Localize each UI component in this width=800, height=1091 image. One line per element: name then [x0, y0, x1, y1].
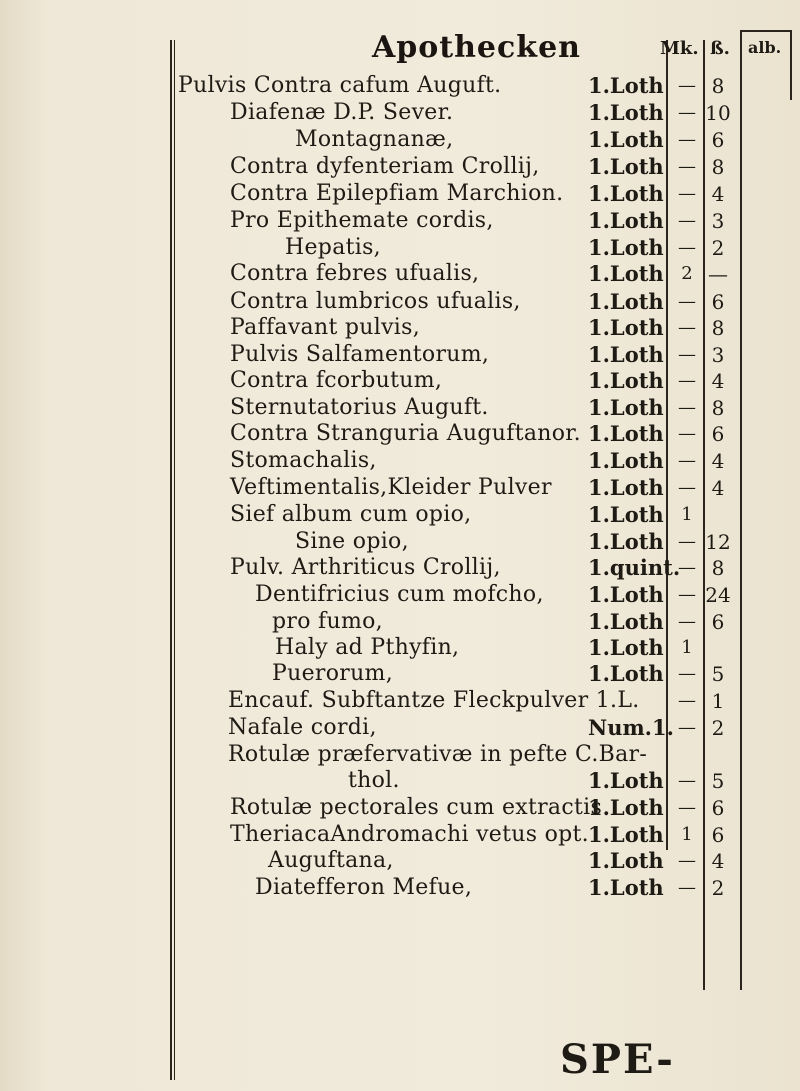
list-item — [0, 475, 800, 502]
list-item — [0, 315, 800, 342]
entry-schilling: 8 — [711, 396, 725, 420]
entry-marks: — — [678, 397, 696, 418]
entry-quantity: 1.Loth — [588, 368, 664, 393]
entry-name: Pulv. Arthriticus Crollij, — [230, 555, 501, 580]
list-item — [0, 342, 800, 369]
entry-schilling: 4 — [711, 182, 725, 206]
list-item — [0, 181, 800, 208]
entry-quantity: 1.Loth — [588, 795, 664, 820]
list-item — [0, 795, 800, 822]
entry-quantity: 1.Loth — [588, 529, 664, 554]
entry-quantity: 1.Loth — [588, 635, 664, 660]
entry-marks: — — [678, 210, 696, 231]
entry-quantity: Num.1. — [588, 715, 674, 740]
entry-schilling: 8 — [711, 316, 725, 340]
entry-marks: — — [678, 102, 696, 123]
entry-marks: — — [678, 531, 696, 552]
entry-quantity: 1.Loth — [588, 342, 664, 367]
entry-schilling: 6 — [711, 823, 725, 847]
entry-name: Contra febres ufualis, — [230, 261, 480, 286]
entry-name: Sternutatorius Auguft. — [230, 395, 489, 420]
entry-marks: — — [678, 183, 696, 204]
entry-name: Haly ad Pthyfin, — [275, 635, 460, 660]
entry-quantity: 1.Loth — [588, 582, 664, 607]
entry-name: Stomachalis, — [230, 448, 377, 473]
entry-schilling: 6 — [711, 610, 725, 634]
entry-name: Pro Epithemate cordis, — [230, 208, 494, 233]
entry-name: Nafale cordi, — [228, 715, 377, 740]
entry-marks: — — [678, 344, 696, 365]
entry-schilling: 6 — [711, 128, 725, 152]
entry-name: Contra lumbricos ufualis, — [230, 289, 521, 314]
entry-marks: 1 — [681, 824, 693, 845]
entry-schilling: 2 — [711, 716, 725, 740]
entry-quantity: 1.Loth — [588, 875, 664, 900]
schilling-column-header: ß. — [710, 38, 730, 59]
entry-schilling: 1 — [711, 689, 725, 713]
entry-marks: — — [678, 477, 696, 498]
list-item — [0, 100, 800, 127]
entry-name: Contra Stranguria Auguftanor. — [230, 421, 581, 446]
entry-name: Dentifricius cum mofcho, — [255, 582, 544, 607]
list-item — [0, 208, 800, 235]
entry-name: Auguftana, — [268, 848, 394, 873]
list-item — [0, 127, 800, 154]
entry-marks: — — [678, 450, 696, 471]
entry-quantity: 1.Loth — [588, 235, 664, 260]
entry-quantity: 1.Loth — [588, 848, 664, 873]
entry-schilling: 4 — [711, 849, 725, 873]
entry-quantity: 1.Loth — [588, 475, 664, 500]
entry-marks: — — [678, 770, 696, 791]
entry-name: thol. — [348, 768, 400, 793]
entry-name: Rotulæ præfervativæ in pefte C.Bar- — [228, 742, 648, 767]
entry-marks: 1 — [681, 637, 693, 658]
catchword: SPE- — [560, 1036, 675, 1083]
list-item — [0, 73, 800, 100]
entry-schilling: 5 — [711, 662, 725, 686]
entry-name: Diatefferon Mefue, — [255, 875, 473, 900]
entry-schilling: 3 — [711, 209, 725, 233]
entry-marks: — — [678, 850, 696, 871]
entry-schilling: 4 — [711, 476, 725, 500]
list-item — [0, 502, 800, 529]
entry-marks: — — [678, 129, 696, 150]
list-item — [0, 582, 800, 609]
entry-name: Veftimentalis,Kleider Pulver — [230, 475, 552, 500]
alb-header-top-rule — [740, 30, 792, 32]
entry-name: TheriacaAndromachi vetus opt. — [230, 822, 589, 847]
entry-marks: — — [678, 423, 696, 444]
list-item — [0, 555, 800, 582]
entry-schilling: 6 — [711, 422, 725, 446]
entry-quantity: 1.Loth — [588, 448, 664, 473]
list-item — [0, 635, 800, 662]
entry-quantity: 1.Loth — [588, 100, 664, 125]
entry-name: Rotulæ pectorales cum extractis — [230, 795, 603, 820]
alb-column-header: alb. — [748, 38, 782, 57]
entry-name: Pulvis Contra cafum Auguft. — [178, 73, 502, 98]
entry-name: Contra fcorbutum, — [230, 368, 443, 393]
entry-marks: — — [678, 291, 696, 312]
list-item — [0, 661, 800, 688]
entry-quantity: 1.quint. — [588, 555, 681, 580]
entry-quantity: 1.Loth — [588, 315, 664, 340]
list-item — [0, 529, 800, 556]
entry-marks: 2 — [681, 263, 693, 284]
list-item — [0, 875, 800, 902]
entry-schilling: 4 — [711, 369, 725, 393]
entry-schilling: 8 — [711, 556, 725, 580]
entry-name: Contra Epilepfiam Marchion. — [230, 181, 564, 206]
entry-name: Contra dyfenteriam Crollij, — [230, 154, 540, 179]
entry-marks: — — [678, 557, 696, 578]
list-item — [0, 289, 800, 316]
page-title: Apothecken — [372, 30, 581, 65]
list-item — [0, 822, 800, 849]
entry-schilling: 6 — [711, 290, 725, 314]
entry-schilling: 2 — [711, 876, 725, 900]
entry-schilling: 3 — [711, 343, 725, 367]
list-item — [0, 261, 800, 288]
entry-schilling: 10 — [705, 101, 731, 125]
list-item — [0, 715, 800, 742]
entry-name: Sief album cum opio, — [230, 502, 472, 527]
list-item — [0, 368, 800, 395]
entry-schilling: 8 — [711, 74, 725, 98]
list-item — [0, 768, 800, 795]
list-item — [0, 688, 800, 715]
entry-name: Sine opio, — [295, 529, 409, 554]
entry-marks: — — [678, 75, 696, 96]
entry-schilling: — — [708, 262, 728, 286]
list-item — [0, 609, 800, 636]
entry-marks: — — [678, 690, 696, 711]
list-item — [0, 848, 800, 875]
entry-quantity: 1.Loth — [588, 421, 664, 446]
entry-schilling: 6 — [711, 796, 725, 820]
entry-quantity: 1.Loth — [588, 661, 664, 686]
entry-marks: — — [678, 237, 696, 258]
entry-name: Encauf. Subftantze Fleckpulver 1.L. — [228, 688, 640, 713]
entry-name: Diafenæ D.P. Sever. — [230, 100, 454, 125]
entry-name: Paffavant pulvis, — [230, 315, 421, 340]
entry-marks: — — [678, 584, 696, 605]
entry-marks: 1 — [681, 504, 693, 525]
entry-name: Hepatis, — [285, 235, 381, 260]
entry-schilling: 8 — [711, 155, 725, 179]
entry-quantity: 1.Loth — [588, 289, 664, 314]
entry-name: Puerorum, — [272, 661, 393, 686]
entry-quantity: 1.Loth — [588, 768, 664, 793]
entry-marks: — — [678, 611, 696, 632]
entry-quantity: 1.Loth — [588, 181, 664, 206]
entry-name: Montagnanæ, — [295, 127, 454, 152]
entry-schilling: 24 — [705, 583, 731, 607]
entry-marks: — — [678, 797, 696, 818]
entry-name: pro fumo, — [272, 609, 383, 634]
entry-quantity: 1.Loth — [588, 502, 664, 527]
entry-schilling: 5 — [711, 769, 725, 793]
entry-marks: — — [678, 717, 696, 738]
entry-schilling: 2 — [711, 236, 725, 260]
entry-marks: — — [678, 156, 696, 177]
entry-quantity: 1.Loth — [588, 395, 664, 420]
list-item — [0, 421, 800, 448]
marks-column-header: Mk. — [660, 38, 699, 59]
list-item — [0, 742, 800, 769]
entry-quantity: 1.Loth — [588, 154, 664, 179]
entry-quantity: 1.Loth — [588, 208, 664, 233]
entry-quantity: 1.Loth — [588, 261, 664, 286]
list-item — [0, 235, 800, 262]
entry-marks: — — [678, 370, 696, 391]
entry-marks: — — [678, 317, 696, 338]
entry-schilling: 4 — [711, 449, 725, 473]
entry-quantity: 1.Loth — [588, 127, 664, 152]
entry-quantity: 1.Loth — [588, 822, 664, 847]
entry-quantity: 1.Loth — [588, 609, 664, 634]
entry-marks: — — [678, 877, 696, 898]
entry-quantity: 1.Loth — [588, 73, 664, 98]
list-item — [0, 395, 800, 422]
entry-schilling: 12 — [705, 530, 731, 554]
entry-name: Pulvis Salfamentorum, — [230, 342, 490, 367]
list-item — [0, 154, 800, 181]
entry-marks: — — [678, 663, 696, 684]
list-item — [0, 448, 800, 475]
